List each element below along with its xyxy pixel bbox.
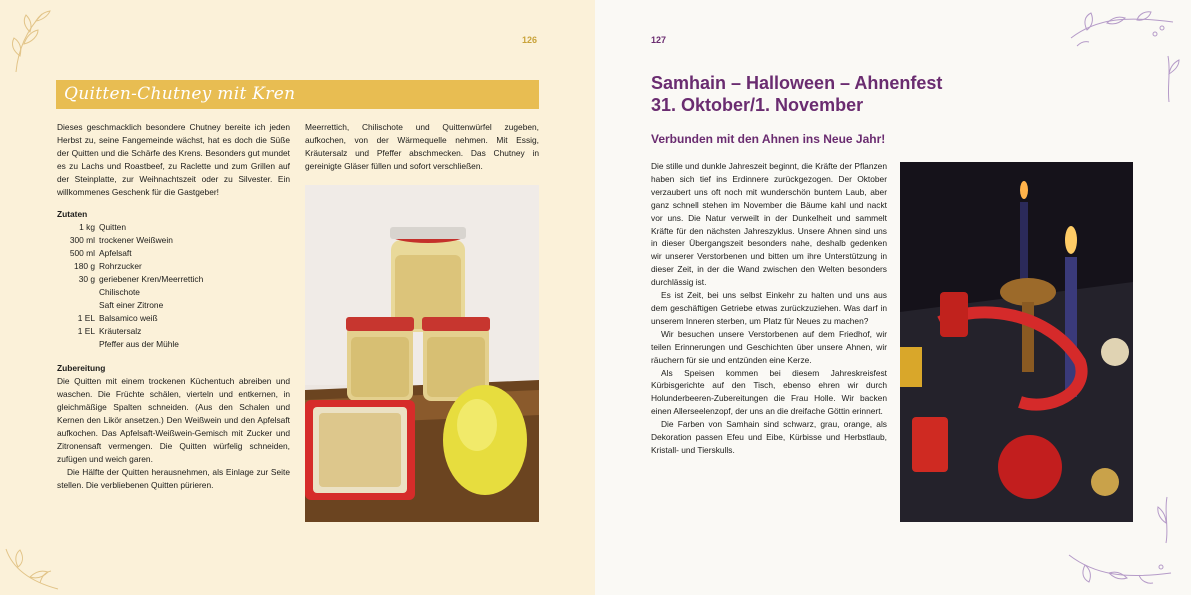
ingredient-name: Quitten [99,222,127,233]
ingredients-heading: Zutaten [57,209,88,220]
ingredient-qty: 30 g [78,273,95,284]
ingredient-row [57,247,290,260]
preparation-text: Die Quitten mit einem trockenen Küchentuch abreiben und waschen. Die Früchte schälen, vierteln und entkernen, in gleichmäßige Spalten schneiden. (Aus den Schalen und Kernen den Likör ansetzen.) Den Weißwein und den Apfelsaft aufkochen. Das Apfelsaft-Weißwein-Gemisch mit Zucker und Zitronensaft vermengen. Die Quitten würfelig schneiden, zufügen und weich garen. [57,376,290,464]
ingredient-row [57,299,290,312]
ingredient-qty: 500 ml [69,248,95,259]
recipe-intro: Dieses geschmacklich besondere Chutney bereite ich jeden Herbst zu, seine Fangemeinde wächst, hat es doch die Süße der Quitten und die Schärfe des Krens. Besonders gut mundet es zu Lachs und Roastbeef, zu Raclette und zum Grillen auf der Steinplatte, zur Weihnachtszeit oder zu Silvester. Ein willkommenes Geschenk für die Gastgeber! [57,122,290,197]
ingredient-row [57,221,290,234]
preparation-section [57,362,290,491]
ingredients-section [57,208,290,350]
ingredient-qty: 300 ml [69,235,95,246]
ingredient-name: Saft einer Zitrone [99,299,164,310]
ingredient-qty: 1 kg [79,222,95,233]
ingredient-qty: 1 EL [77,312,95,323]
ingredient-name: Apfelsaft [99,248,132,259]
floral-ornament-icon [1065,545,1175,587]
ingredient-qty: 1 EL [77,325,95,336]
ingredient-name: trockener Weißwein [99,235,173,246]
ingredient-row [57,273,290,286]
floral-ornament-icon [8,6,68,76]
floral-ornament-icon [1153,54,1183,104]
ingredient-qty [57,286,99,299]
ingredient-row [57,338,290,351]
chapter-subtitle: Verbunden mit den Ahnen ins Neue Jahr! [651,132,886,146]
ingredient-name: Kräutersalz [99,325,142,336]
right-page [595,0,1191,595]
ingredient-name: Pfeffer aus der Mühle [99,338,179,349]
preparation-text: Die Hälfte der Quitten herausnehmen, als Einlage zur Seite stellen. Die verbliebenen Quitten pürieren. [57,466,290,490]
ingredient-row [57,325,290,338]
chapter-date-line: 31. Oktober/1. November [651,95,864,115]
ingredient-row [57,234,290,247]
chapter-title-line: Samhain – Halloween – Ahnenfest [651,73,943,93]
page-number: 126 [522,35,538,45]
ingredient-name: geriebener Kren/Meerrettich [99,273,204,284]
body-paragraph: Wir besuchen unsere Verstorbenen auf dem Friedhof, wir teilen Erinnerungen und Geschichten über unsere Ahnen, wir räuchern für sie und entzünden eine Kerze. [651,328,887,365]
body-paragraph: Die stille und dunkle Jahreszeit beginnt, die Kräfte der Pflanzen haben sich tief ins Erdinnere zurückgezogen. Der Oktober verzaubert uns oft noch mit wunderschön buntem Laub, aber ganz schnell stehen im November die Bäume kahl und nackt vor uns. Die Natur verweilt in der Dunkelheit und sammelt Kräfte für den nächsten Jahreszyklus. Unsere Ahnen sind uns in dieser Übergangszeit besonders nahe, deshalb gedenken wir unserer Verstorbenen und bitten um ihre Unterstützung in dieser Zeit, in der die Wand zwischen den Welten besonders durchlässig ist. [651,161,887,288]
body-paragraph: Die Farben von Samhain sind schwarz, grau, orange, als Dekoration passen Efeu und Eibe, Kürbisse und Herbstlaub, Kristall- und Tierskulls. [651,419,887,455]
recipe-title-banner [56,80,539,109]
chapter-title [651,72,942,116]
ingredient-qty [57,338,99,351]
ingredient-name: Rohrzucker [99,261,142,272]
floral-ornament-icon [2,545,62,595]
body-paragraph: Es ist Zeit, bei uns selbst Einkehr zu halten und uns aus dem geschäftigen Getriebe etwas zurückzuziehen. Was darf in unserem Inneren sterben, um Platz für Neues zu machen? [651,290,887,326]
ingredient-row [57,260,290,273]
ingredient-name: Balsamico weiß [99,312,158,323]
ingredient-row [57,286,290,299]
body-paragraph: Als Speisen kommen bei diesem Jahreskreisfest Kürbisgerichte auf den Tisch, ebenso ehren wir durch Holunderbeeren-Zubereitungen die Frau Holle. Wir backen einen Allerseelenzopf, der uns an die dreifache Göttin erinnert. [651,367,887,417]
left-page [0,0,595,595]
ingredient-row [57,312,290,325]
ingredient-name: Chilischote [99,286,140,297]
samhain-altar-photo [900,162,1133,522]
recipe-column-2 [305,121,539,173]
ingredient-qty [57,299,99,312]
preparation-heading: Zubereitung [57,363,106,374]
chapter-body [651,160,887,457]
chutney-jars-photo [305,185,539,522]
recipe-continued-text: Meerrettich, Chilischote und Quittenwürfel zugeben, aufkochen, von der Wärmequelle nehmen. Mit Essig, Kräutersalz und Pfeffer abschmecken. Das Chutney in gereinigte Gläser füllen und sofort verschließen. [305,122,539,171]
page-number: 127 [651,35,667,45]
recipe-title: Quitten-Chutney mit Kren [64,84,296,104]
recipe-column-1 [57,121,290,491]
floral-ornament-icon [1067,8,1177,50]
ingredient-qty: 180 g [74,261,95,272]
floral-ornament-icon [1151,495,1183,545]
